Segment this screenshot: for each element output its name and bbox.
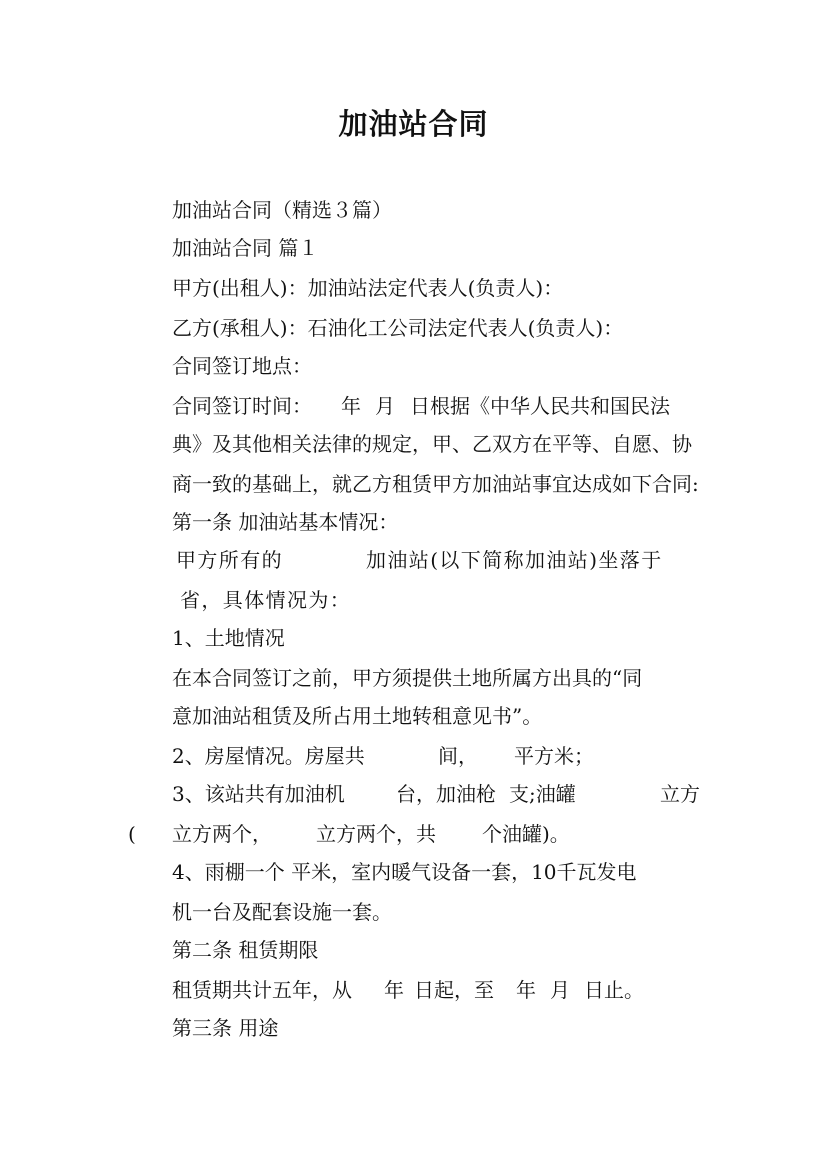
text-line: 年 [516, 978, 536, 1002]
text-line: 4、雨棚一个 平米，室内暖气设备一套，10千瓦发电 [172, 860, 637, 884]
document-title: 加油站合同 [338, 107, 489, 141]
text-line: 甲方所有的 [176, 548, 283, 572]
text-line: 合同签订时间： [172, 394, 312, 418]
text-line: 年 [341, 394, 361, 418]
text-line: 立方 [660, 782, 700, 806]
text-line: 合同签订地点： [172, 354, 312, 378]
text-line: 台，加油枪 [396, 782, 496, 806]
text-line: 第三条 用途 [172, 1016, 279, 1040]
text-line: 商一致的基础上，就乙方租赁甲方加油站事宜达成如下合同: [172, 472, 699, 496]
text-line: 在本合同签订之前，甲方须提供土地所属方出具的“同 [172, 666, 643, 690]
text-line: 年 [384, 978, 404, 1002]
text-line: 典》及其他相关法律的规定，甲、乙双方在平等、自愿、协 [172, 432, 692, 456]
text-line: 平方米； [514, 744, 594, 768]
text-line: 第一条 加油站基本情况： [172, 510, 399, 534]
text-line: 3、该站共有加油机 [172, 782, 345, 806]
text-line: 加油站合同（精选３篇） [172, 198, 392, 222]
text-line: 日根据《中华人民共和国民法 [410, 394, 670, 418]
text-line: 月 [375, 394, 395, 418]
text-line: 个油罐)。 [482, 822, 570, 846]
text-line: 加油站合同 篇１ [172, 236, 319, 260]
text-line: 日起，至 [414, 978, 494, 1002]
text-line: 省，具体情况为： [180, 588, 352, 612]
text-line: 租赁期共计五年，从 [172, 978, 352, 1002]
text-line: 2、房屋情况。房屋共 [172, 744, 365, 768]
text-line: 加油站(以下简称加油站)坐落于 [366, 548, 663, 572]
text-line: 日止。 [584, 978, 644, 1002]
text-line: 乙方(承租人)：石油化工公司法定代表人(负责人)： [172, 316, 624, 340]
text-line: 支;油罐 [509, 782, 576, 806]
text-line: 机一台及配套设施一套。 [172, 900, 392, 924]
text-line: 1、土地情况 [172, 626, 285, 650]
text-line: 间， [438, 744, 478, 768]
text-line: ( [128, 822, 136, 846]
text-line: 立方两个，共 [316, 822, 436, 846]
text-line: 第二条 租赁期限 [172, 938, 319, 962]
text-line: 意加油站租赁及所占用土地转租意见书”。 [172, 704, 543, 728]
text-line: 立方两个， [172, 822, 272, 846]
text-line: 月 [550, 978, 570, 1002]
text-line: 甲方(出租人)：加油站法定代表人(负责人)： [172, 276, 564, 300]
